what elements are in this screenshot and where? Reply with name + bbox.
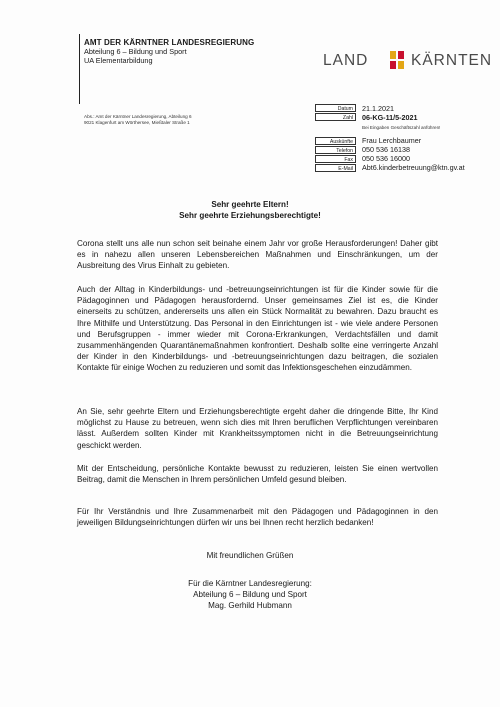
value-datum: 21.1.2021 <box>362 104 394 113</box>
logo-text-left: LAND <box>323 52 369 69</box>
paragraph-5: Für Ihr Verständnis und Ihre Zusammenarbeit mit den Pädagogen und Pädagoginnen in den jeweiligen Bildungseinrichtungen dürfen wir uns bei Ihnen recht herzlich bedanken! <box>77 507 438 528</box>
label-telefon: Telefon <box>315 146 356 154</box>
sender-line-1: Abs.: Amt der Kärntner Landesregierung, Abteilung 6 <box>84 114 192 119</box>
reference-note: Bei Eingaben Geschäftszahl anführen! <box>362 125 441 130</box>
org-department: Abteilung 6 – Bildung und Sport <box>84 47 187 56</box>
salutation-line-1: Sehr geehrte Eltern! <box>211 200 289 209</box>
label-email: E-Mail <box>315 164 356 172</box>
value-email: Abt6.kinderbetreuung@ktn.gv.at <box>362 163 465 172</box>
salutation-line-2: Sehr geehrte Erziehungsberechtigte! <box>179 211 321 220</box>
sender-address <box>84 114 192 126</box>
value-auskuenfte: Frau Lerchbaumer <box>362 136 422 145</box>
logo-mark-icon <box>390 51 405 69</box>
signature-line-1: Für die Kärntner Landesregierung: <box>188 579 312 588</box>
sender-line-2: 9021 Klagenfurt am Wörthersee, Mießtaler Straße 1 <box>84 120 190 125</box>
label-fax: Fax <box>315 155 356 163</box>
signature-line-2: Abteilung 6 – Bildung und Sport <box>193 590 307 599</box>
closing-greeting: Mit freundlichen Grüßen <box>206 551 294 560</box>
land-kaernten-logo <box>323 51 493 73</box>
label-datum: Datum <box>315 104 356 112</box>
header-divider <box>79 34 80 104</box>
label-zahl: Zahl <box>315 113 356 121</box>
label-auskuenfte: Auskünfte <box>315 137 356 145</box>
logo-text-right: KÄRNTEN <box>411 52 493 69</box>
organization-block <box>84 38 254 65</box>
paragraph-4: Mit der Entscheidung, persönliche Kontakte bewusst zu reduzieren, leisten Sie einen wertvollen Beitrag, damit die Menschen in Ihrem persönlichen Umfeld gesund bleiben. <box>77 464 438 485</box>
org-name: AMT DER KÄRNTNER LANDESREGIERUNG <box>84 38 255 47</box>
salutation <box>0 199 500 221</box>
signature-name: Mag. Gerhild Hubmann <box>208 601 292 610</box>
paragraph-3: An Sie, sehr geehrte Eltern und Erziehungsberechtigte ergeht daher die dringende Bitte, Ihr Kind möglichst zu Hause zu betreuen, wenn sich dies mit Ihren beruflichen Verpflichtungen vereinbaren lässt. Außerdem sollten Kinder mit Krankheitssymptomen nicht in die Betreuungseinrichtung geschickt werden. <box>77 407 438 450</box>
paragraph-1: Corona stellt uns alle nun schon seit beinahe einem Jahr vor große Herausforderungen! Daher gibt es in nahezu allen unseren Lebensbereichen Maßnahmen und Einschränkungen, um der Ausbreitung des Virus Einhalt zu gebieten. <box>77 239 438 271</box>
value-zahl: 06-KG-11/5-2021 <box>362 113 418 122</box>
org-unit: UA Elementarbildung <box>84 56 153 65</box>
value-telefon: 050 536 16138 <box>362 145 410 154</box>
paragraph-2: Auch der Alltag in Kinderbildungs- und -betreuungseinrichtungen ist für die Kinder sowie für die Pädagoginnen und Pädagogen herausfordernd. Unser gemeinsames Ziel ist es, die Kinder einerseits zu schützen, andererseits uns allen ein Stück Normalität zu bewahren. Dazu braucht es Ihre Mithilfe und Unterstützung. Das Personal in den Einrichtungen ist - wie viele andere Personen und Berufsgruppen - immer wieder mit Corona-Erkrankungen, Verdachtsfällen und damit zusammenhängenden Quarantänemaßnahmen konfrontiert. Deshalb sollte eine verringerte Anzahl der Kinder in den Kinderbildungs- und -betreuungseinrichtungen dazu beitragen, die sozialen Kontakte für einige Wochen zu reduzieren und somit das Infektionsgeschehen einzudämmen. <box>77 285 438 373</box>
value-fax: 050 536 16000 <box>362 154 410 163</box>
